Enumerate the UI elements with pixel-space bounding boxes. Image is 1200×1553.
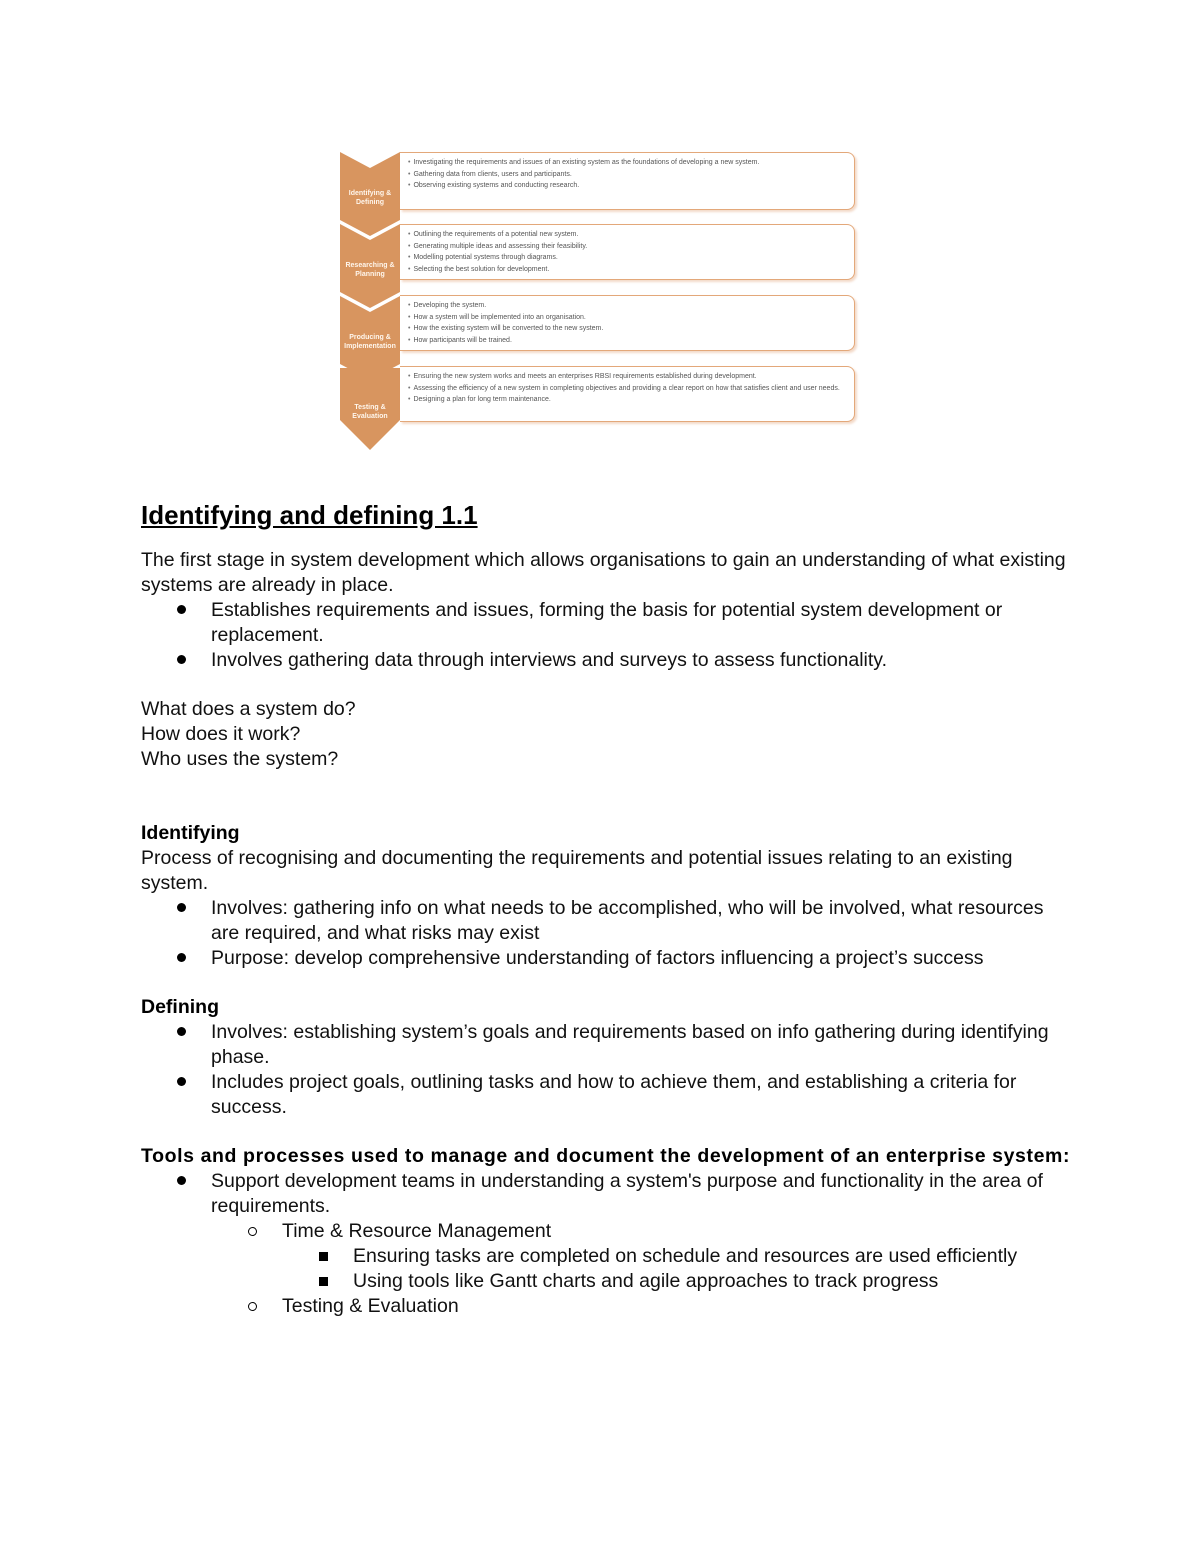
defining-list — [141, 1020, 1071, 1120]
questions — [141, 697, 1071, 772]
stage-box-1 — [400, 152, 855, 210]
subsublist-item: Using tools like Gantt charts and agile approaches to track progress — [141, 1269, 1071, 1294]
bullet-icon — [177, 1077, 186, 1086]
stage-box-3 — [400, 295, 855, 351]
bullet-icon — [177, 655, 186, 664]
stage-point: • Designing a plan for long term maintenance. — [408, 394, 846, 406]
stage-point: • Observing existing systems and conducting research. — [408, 180, 846, 192]
square-bullet-icon — [319, 1277, 328, 1286]
stage-box-2 — [400, 224, 855, 280]
tools-sublist — [211, 1219, 1071, 1319]
intro-paragraph: The first stage in system development which allows organisations to gain an understanding of what existing systems are already in place. — [141, 549, 1066, 596]
hollow-bullet-icon — [248, 1302, 257, 1311]
stage-point: • Developing the system. — [408, 300, 846, 312]
stage-point: • Generating multiple ideas and assessing their feasibility. — [408, 241, 846, 253]
sublist-item: Testing & Evaluation — [141, 1294, 1071, 1319]
bullet-icon — [177, 903, 186, 912]
stage-label-2: Researching & Planning — [345, 262, 395, 278]
identifying-section — [141, 821, 1071, 971]
question: Who uses the system? — [141, 748, 339, 770]
page-title: Identifying and defining 1.1 — [141, 500, 478, 530]
tools-section — [141, 1144, 1071, 1319]
sublist-item: Time & Resource Management Ensuring tasks are completed on schedule and resources are used efficiently Using tools like Gantt charts and agile approaches to track progress — [141, 1219, 1071, 1294]
stage-point: • Gathering data from clients, users and participants. — [408, 169, 846, 181]
stage-label-4: Testing & Evaluation — [352, 404, 388, 420]
stage-point: • Selecting the best solution for development. — [408, 264, 846, 276]
defining-section — [141, 995, 1071, 1120]
section-heading: Identifying — [141, 822, 240, 844]
stage-point: • Assessing the efficiency of a new system in completing objectives and providing a clear report on how that satisfies client and user needs. — [408, 383, 846, 395]
list-item: Involves: establishing system’s goals and requirements based on info gathering during identifying phase. — [141, 1020, 1071, 1070]
stage-point: • How a system will be implemented into an organisation. — [408, 312, 846, 324]
stage-point: • How participants will be trained. — [408, 335, 846, 347]
list-item: Support development teams in understanding a system's purpose and functionality in the area of requirements. Time & Resource Management Ensuring tasks are completed on schedule and resources are used efficiently Using tools like Gantt charts and agile approaches to track progress Testing & Evaluation — [141, 1169, 1071, 1319]
list-item: Purpose: develop comprehensive understanding of factors influencing a project’s success — [141, 946, 1071, 971]
identifying-list — [141, 896, 1071, 971]
question: How does it work? — [141, 723, 301, 745]
bullet-icon — [177, 605, 186, 614]
list-item: Involves gathering data through interviews and surveys to assess functionality. — [141, 648, 1071, 673]
section-heading: Tools and processes used to manage and document the development of an enterprise system: — [141, 1145, 1071, 1167]
stage-label-1: Identifying & Defining — [348, 190, 392, 206]
stage-label-3: Producing & Implementation — [344, 334, 396, 350]
tools-subsublist — [282, 1244, 1071, 1294]
bullet-icon — [177, 953, 186, 962]
section-heading: Defining — [141, 996, 219, 1018]
stage-point: • Modelling potential systems through diagrams. — [408, 252, 846, 264]
bullet-icon — [177, 1027, 186, 1036]
document-body — [141, 495, 1071, 1319]
square-bullet-icon — [319, 1252, 328, 1261]
list-item: Includes project goals, outlining tasks and how to achieve them, and establishing a criteria for success. — [141, 1070, 1071, 1120]
question: What does a system do? — [141, 698, 356, 720]
stage-box-4 — [400, 366, 855, 422]
list-item: Establishes requirements and issues, forming the basis for potential system development or replacement. — [141, 598, 1071, 648]
stage-point: • How the existing system will be converted to the new system. — [408, 323, 846, 335]
sdlc-diagram — [338, 148, 863, 453]
subsublist-item: Ensuring tasks are completed on schedule and resources are used efficiently — [141, 1244, 1071, 1269]
bullet-icon — [177, 1176, 186, 1185]
stage-point: • Ensuring the new system works and meets an enterprises RBSI requirements established during development. — [408, 371, 846, 383]
stage-point: • Outlining the requirements of a potential new system. — [408, 229, 846, 241]
stage-point: • Investigating the requirements and issues of an existing system as the foundations of developing a new system. — [408, 157, 846, 169]
hollow-bullet-icon — [248, 1227, 257, 1236]
intro-list — [141, 598, 1071, 673]
tools-list — [141, 1169, 1071, 1319]
list-item: Involves: gathering info on what needs to be accomplished, who will be involved, what resources are required, and what risks may exist — [141, 896, 1071, 946]
section-text: Process of recognising and documenting the requirements and potential issues relating to an existing system. — [141, 847, 1013, 894]
